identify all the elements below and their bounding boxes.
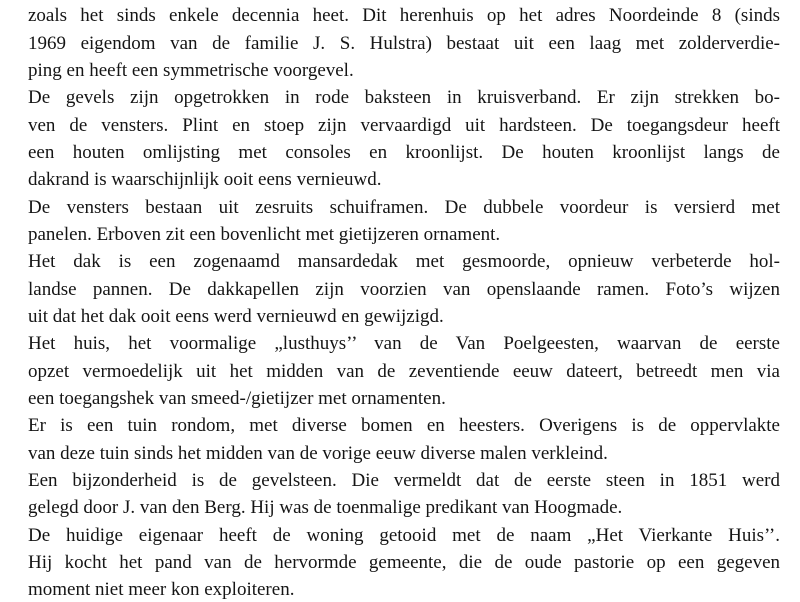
text-line: Het huis, het voormalige „lusthuys’’ van de Van Poelgeesten, waarvan de eerste <box>28 333 780 354</box>
text-line: opzet vermoedelijk uit het midden van de zeventiende eeuw dateert, betreedt men via <box>28 361 780 382</box>
text-line: een houten omlijsting met consoles en kroonlijst. De houten kroonlijst langs de <box>28 142 780 163</box>
text-line: zoals het sinds enkele decennia heet. Dit herenhuis op het adres Noordeinde 8 (sinds <box>28 5 780 26</box>
text-line: 1969 eigendom van de familie J. S. Hulstra) bestaat uit een laag met zolderverdie- <box>28 33 780 54</box>
text-line: moment niet meer kon exploiteren. <box>28 579 295 600</box>
text-line: landse pannen. De dakkapellen zijn voorzien van openslaande ramen. Foto’s wijzen <box>28 279 780 300</box>
text-line: Het dak is een zogenaamd mansardedak met gesmoorde, opnieuw verbeterde hol- <box>28 251 780 272</box>
text-line: een toegangshek van smeed-/gietijzer met ornamenten. <box>28 388 446 409</box>
text-line: ping en heeft een symmetrische voorgevel. <box>28 60 354 81</box>
text-line: De gevels zijn opgetrokken in rode baksteen in kruisverband. Er zijn strekken bo- <box>28 87 780 108</box>
text-line: De vensters bestaan uit zesruits schuiframen. De dubbele voordeur is versierd met <box>28 197 780 218</box>
text-line: uit dat het dak ooit eens werd vernieuwd en gewijzigd. <box>28 306 444 327</box>
text-line: Hij kocht het pand van de hervormde gemeente, die de oude pastorie op een gegeven <box>28 552 780 573</box>
document-page <box>28 0 780 602</box>
text-line: gelegd door J. van den Berg. Hij was de toenmalige predikant van Hoogmade. <box>28 497 623 518</box>
text-line: Er is een tuin rondom, met diverse bomen en heesters. Overigens is de oppervlakte <box>28 415 780 436</box>
text-line: ven de vensters. Plint en stoep zijn vervaardigd uit hardsteen. De toegangsdeur heeft <box>28 115 780 136</box>
text-line: van deze tuin sinds het midden van de vorige eeuw diverse malen verkleind. <box>28 443 608 464</box>
text-line: Een bijzonderheid is de gevelsteen. Die vermeldt dat de eerste steen in 1851 werd <box>28 470 780 491</box>
text-line: panelen. Erboven zit een bovenlicht met gietijzeren ornament. <box>28 224 501 245</box>
text-line: dakrand is waarschijnlijk ooit eens vernieuwd. <box>28 169 382 190</box>
text-line: De huidige eigenaar heeft de woning getooid met de naam „Het Vierkante Huis’’. <box>28 525 780 546</box>
